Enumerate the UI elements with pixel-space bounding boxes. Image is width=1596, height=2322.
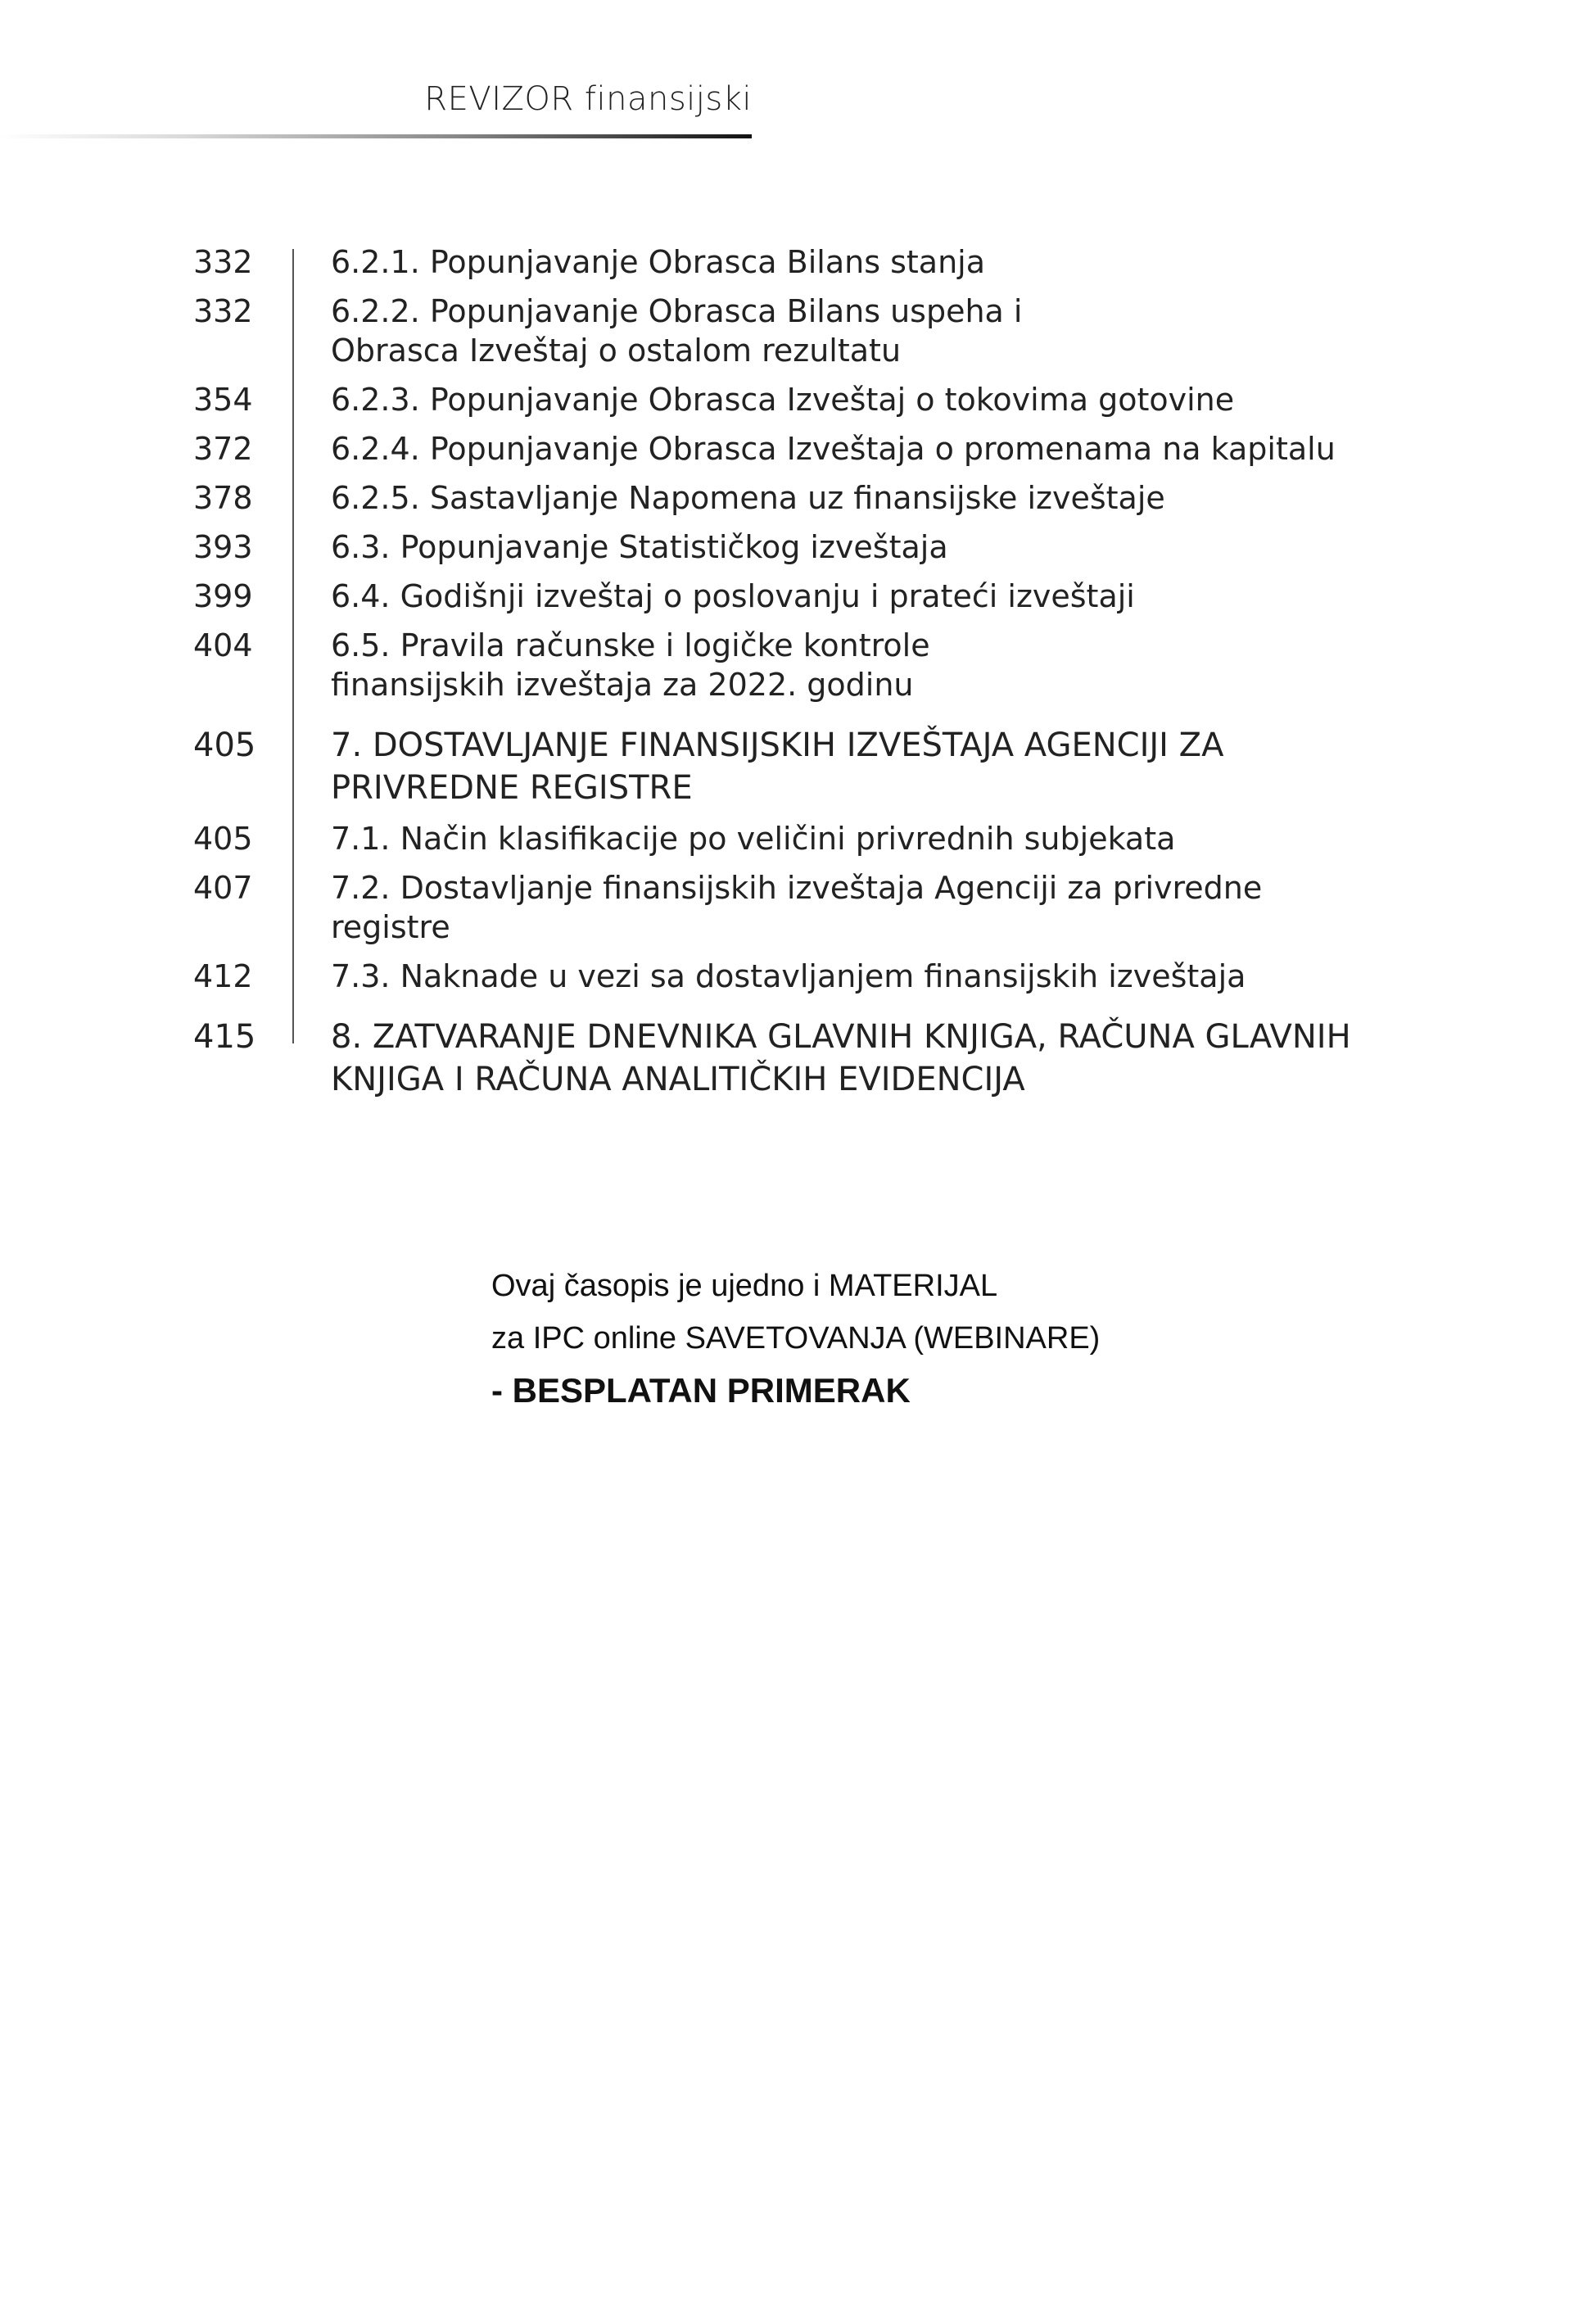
toc-page-number: 354 bbox=[193, 382, 253, 418]
toc-page-number: 378 bbox=[193, 480, 253, 516]
toc-page-number: 332 bbox=[193, 293, 253, 329]
toc-entry-title: 7.1. Način klasifikacije po veličini privrednih subjekata bbox=[331, 821, 1176, 857]
note-line-1: Ovaj časopis je ujedno i MATERIJAL bbox=[491, 1269, 998, 1303]
promo-note bbox=[491, 1260, 1100, 1417]
note-line-2: za IPC online SAVETOVANJA (WEBINARE) bbox=[491, 1321, 1101, 1356]
toc-entry bbox=[193, 868, 1372, 947]
toc-entry bbox=[193, 626, 1372, 704]
toc-chapter-entry bbox=[193, 1016, 1372, 1101]
toc-entry bbox=[193, 292, 1372, 370]
note-line-3: - BESPLATAN PRIMERAK bbox=[491, 1371, 911, 1410]
toc-entry-title: 6.3. Popunjavanje Statističkog izveštaja bbox=[331, 529, 948, 565]
toc-entry-title: 6.2.2. Popunjavanje Obrasca Bilans uspeha i Obrasca Izveštaj o ostalom rezultatu bbox=[331, 293, 1023, 369]
toc-page-number: 412 bbox=[193, 958, 253, 994]
toc-entry bbox=[193, 242, 1372, 282]
toc-page-number: 405 bbox=[193, 726, 256, 764]
toc-page-number: 393 bbox=[193, 529, 253, 565]
toc-entry bbox=[193, 429, 1372, 468]
toc-entry-title: 6.2.4. Popunjavanje Obrasca Izveštaja o promenama na kapitalu bbox=[331, 431, 1336, 467]
toc-page-number: 399 bbox=[193, 578, 253, 614]
toc-entry-title: 7.3. Naknade u vezi sa dostavljanjem finansijskih izveštaja bbox=[331, 958, 1246, 994]
toc-entry-title: 6.2.3. Popunjavanje Obrasca Izveštaj o tokovima gotovine bbox=[331, 382, 1235, 418]
toc-entry bbox=[193, 380, 1372, 419]
toc-entry bbox=[193, 527, 1372, 567]
toc-entry bbox=[193, 957, 1372, 996]
toc-chapter-entry bbox=[193, 724, 1372, 809]
toc-page-number: 404 bbox=[193, 627, 253, 663]
toc-entry-title: 6.2.5. Sastavljanje Napomena uz finansijske izveštaje bbox=[331, 480, 1165, 516]
toc-entry-title: 6.4. Godišnji izveštaj o poslovanju i prateći izveštaji bbox=[331, 578, 1135, 614]
toc-page-number: 407 bbox=[193, 870, 253, 906]
toc-chapter-title: 7. DOSTAVLJANJE FINANSIJSKIH IZVEŠTAJA AGENCIJI ZA PRIVREDNE REGISTRE bbox=[331, 726, 1224, 807]
toc-entry-title: 7.2. Dostavljanje finansijskih izveštaja Agenciji za privredne registre bbox=[331, 870, 1263, 945]
running-header-title: REVIZOR finansijski bbox=[424, 80, 752, 118]
toc-page-number: 332 bbox=[193, 244, 253, 280]
toc-entry-title: 6.5. Pravila računske i logičke kontrole finansijskih izveštaja za 2022. godinu bbox=[331, 627, 930, 703]
toc-entry bbox=[193, 819, 1372, 858]
toc-page-number: 405 bbox=[193, 821, 253, 857]
toc-entry bbox=[193, 478, 1372, 518]
header-rule bbox=[0, 134, 752, 138]
table-of-contents bbox=[193, 242, 1372, 1101]
toc-chapter-title: 8. ZATVARANJE DNEVNIKA GLAVNIH KNJIGA, RAČUNA GLAVNIH KNJIGA I RAČUNA ANALITIČKIH EVIDENCIJA bbox=[331, 1018, 1351, 1098]
toc-page-number: 372 bbox=[193, 431, 253, 467]
toc-page-number: 415 bbox=[193, 1018, 256, 1056]
toc-entry bbox=[193, 577, 1372, 616]
toc-entry-title: 6.2.1. Popunjavanje Obrasca Bilans stanja bbox=[331, 244, 986, 280]
